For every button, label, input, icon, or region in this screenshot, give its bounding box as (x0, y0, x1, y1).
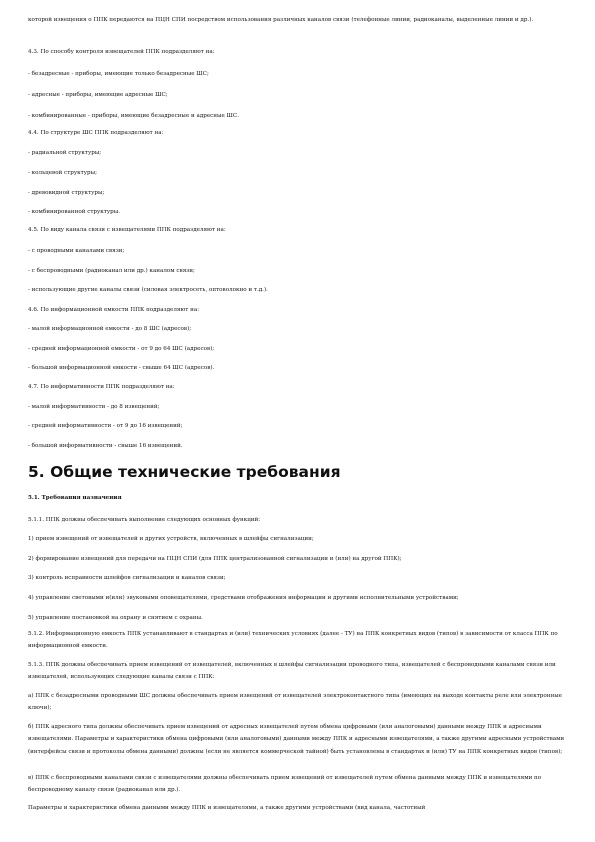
clause-heading: 4.6. По информационной емкости ППК подразделяют на: (28, 307, 200, 313)
clause-heading: 4.7. По информативности ППК подразделяют на: (28, 384, 175, 390)
list-item: - с беспроводными (радиоканал или др.) каналом связи; (28, 268, 195, 274)
list-item: - большой информативности - свыше 16 извещений. (28, 443, 183, 449)
list-item: 2) формирование извещений для передачи на ПЦН СПИ (для ППК централизованной сигнализации и (или) на другой ППК); (28, 556, 402, 562)
clause-heading: 4.3. По способу контроля извещателей ППК подразделяют на: (28, 49, 215, 55)
subsection-heading: 5.1. Требования назначения (28, 495, 122, 501)
list-item: 3) контроль исправности шлейфов сигнализации и каналов связи; (28, 575, 226, 581)
list-item: - средней информативности - от 9 до 16 извещений; (28, 423, 183, 429)
list-item: - большой информационной емкости - свыше 64 ШС (адресов). (28, 365, 215, 371)
list-item: - древовидной структуры; (28, 190, 105, 196)
paragraph: 5.1.3. ППК должны обеспечивать прием извещений от извещателей, включенных в шлейфы сигнализации проводного типа, извещателей с беспроводными каналами связи или извещателей, использующих следующие каналы связи с ППК: (28, 662, 556, 681)
list-item: - комбинированной структуры. (28, 209, 120, 215)
section-heading: 5. Общие технические требования (28, 463, 341, 481)
list-item: 1) прием извещений от извещателей и других устройств, включенных в шлейфы сигнализации; (28, 536, 314, 542)
paragraph: в) ППК с беспроводными каналами связи с извещателями должны обеспечивать прием извещений от извещателей путем обмена данными между ППК и извещателями по беспроводному каналу связи (радиоканал или др.). (28, 775, 542, 794)
paragraph: а) ППК с безадресными проводными ШС должны обеспечивать прием извещений от извещателей электроконтактного типа (имеющих на выходе контакты реле или электронные ключи); (28, 693, 562, 712)
clause-heading: 4.4. По структуре ШС ППК подразделяют на: (28, 130, 164, 136)
list-item: 4) управление световыми и(или) звуковыми оповещателями, средствами отображения информации и другими исполнительными устройствами; (28, 595, 459, 601)
list-item: - использующие другие каналы связи (силовая электросеть, оптоволокно и т.д.). (28, 287, 268, 293)
paragraph: Параметры и характеристики обмена данными между ППК и извещателями, а также другими устройствами (вид канала, частотный (28, 805, 426, 811)
list-item: - радиальной структуры; (28, 150, 102, 156)
paragraph: которой извещения о ППК передаются на ПЦН СПИ посредством использования различных каналов связи (телефонные линии, радиоканалы, выделенные линии и др.). (28, 17, 534, 23)
paragraph: 5.1.2. Информационную емкость ППК устанавливают в стандартах и (или) технических условиях (далее - ТУ) на ППК конкретных видов (типов) в зависимости от класса ППК по информационной емкости. (28, 631, 558, 650)
list-item: - малой информативности - до 8 извещений; (28, 404, 160, 410)
list-item: - кольцевой структуры; (28, 170, 97, 176)
list-item: - с проводными каналами связи; (28, 248, 125, 254)
clause-heading: 4.5. По виду канала связи с извещателями ППК подразделяют на: (28, 227, 226, 233)
list-item: - средней информационной емкости - от 9 до 64 ШС (адресов); (28, 346, 215, 352)
paragraph: б) ППК адресного типа должны обеспечивать прием извещений от адресных извещателей путем обмена цифровыми (или аналоговыми) данными между ППК и адресными извещателями. Параметры и характеристики обмена цифровыми (или аналоговыми) данными между ППК и адресными извещателями, а также другими адресными устройствами (интерфейсы связи и протоколы обмена данными) должны (если не является коммерческой тайной) быть установлены в стандартах и (или) ТУ на ППК конкретных видов (типов); (28, 724, 565, 755)
list-item: - безадресные - приборы, имеющие только безадресные ШС; (28, 71, 209, 77)
list-item: - адресные - приборы, имеющие адресные ШС; (28, 92, 168, 98)
list-item: 5) управление постановкой на охрану и снятием с охраны. (28, 615, 203, 621)
paragraph: 5.1.1. ППК должны обеспечивать выполнение следующих основных функций: (28, 517, 261, 523)
list-item: - малой информационной емкости - до 8 ШС (адресов); (28, 326, 192, 332)
list-item: - комбинированные - приборы, имеющие безадресные и адресные ШС. (28, 113, 239, 119)
